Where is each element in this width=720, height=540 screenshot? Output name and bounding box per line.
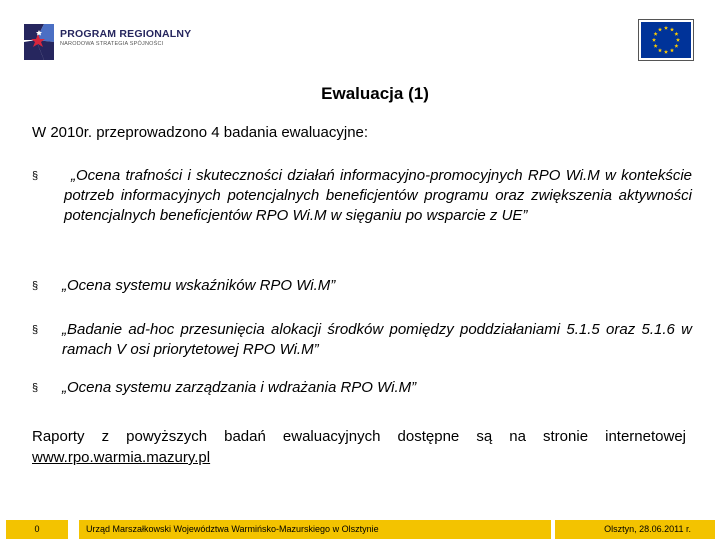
list-item-text: „Ocena trafności i skuteczności działań informacyjno-promocyjnych RPO Wi.M w kontekście potrzeb informacyjnych potencjalnych beneficjentów programu oraz zwiększenia aktywności potencjalnych beneficjentów RPO Wi.M w sięganiu po wsparcie z UE” [64, 167, 692, 224]
list-item [32, 276, 692, 296]
program-regionalny-logo [22, 20, 202, 64]
website-link[interactable]: www.rpo.warmia.mazury.pl [32, 449, 211, 466]
slide-title: Ewaluacja (1) [321, 84, 429, 103]
bullet-icon: § [32, 170, 39, 182]
logo-title: PROGRAM REGIONALNY [60, 28, 192, 40]
reports-note [32, 426, 686, 468]
eu-flag-icon [638, 19, 694, 61]
list-item-text: „Ocena systemu wskaźników RPO Wi.M” [62, 277, 336, 294]
list-item-text: „Badanie ad-hoc przesunięcia alokacji środków pomiędzy poddziałaniami 5.1.5 oraz 5.1.6 w ramach V osi priorytetowej RPO Wi.M” [62, 321, 692, 358]
page-number: 0 [6, 520, 68, 539]
list-item-text: „Ocena systemu zarządzania i wdrażania RPO Wi.M” [62, 379, 417, 396]
logo-subtitle: NARODOWA STRATEGIA SPÓJNOŚCI [60, 41, 164, 47]
footer-date: Olsztyn, 28.06.2011 r. [555, 520, 715, 539]
reports-note-text: Raporty z powyższych badań ewaluacyjnych dostępne są na stronie internetowej [32, 428, 686, 445]
list-item [32, 320, 692, 360]
bullet-icon: § [32, 280, 39, 292]
footer-bar [0, 519, 720, 540]
intro-text: W 2010r. przeprowadzono 4 badania ewaluacyjne: [32, 124, 369, 141]
bullet-icon: § [32, 382, 39, 394]
logo-emblem-icon [22, 20, 56, 64]
list-item [32, 378, 692, 398]
footer-institution: Urząd Marszałkowski Województwa Warmińsko-Mazurskiego w Olsztynie [79, 520, 551, 539]
list-item [32, 166, 692, 250]
bullet-icon: § [32, 324, 39, 336]
